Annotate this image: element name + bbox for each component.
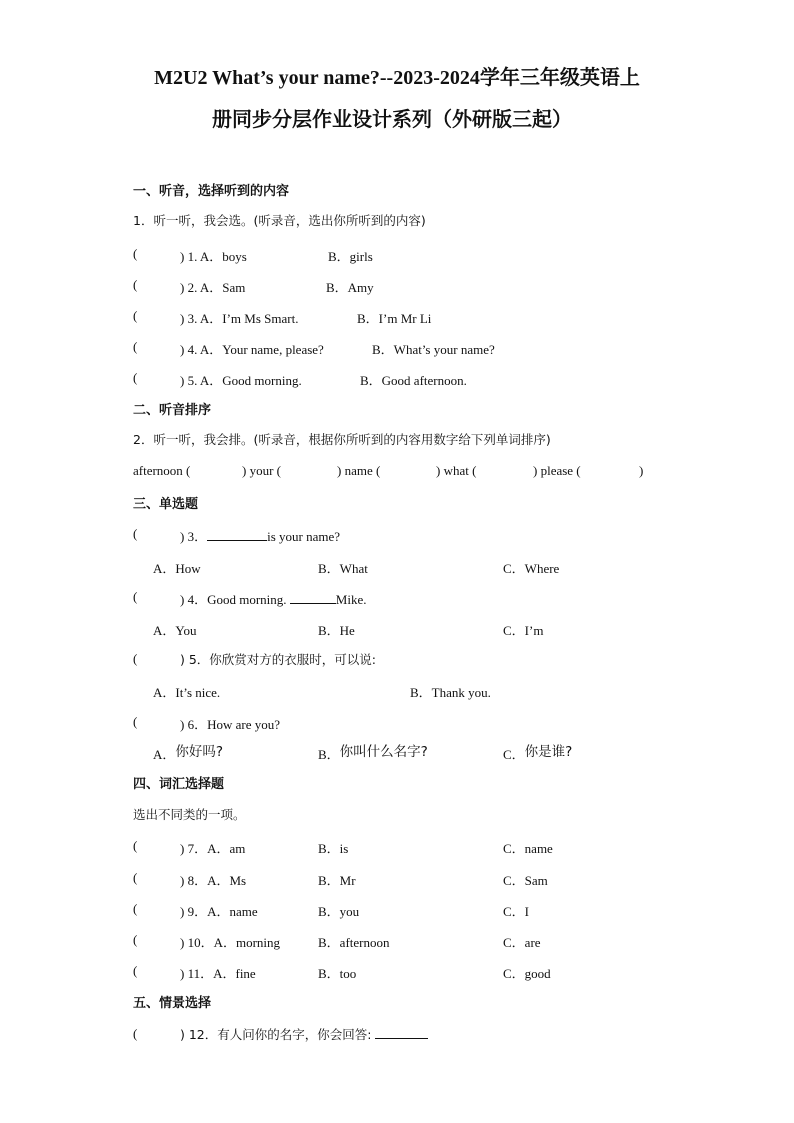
q3-option-c[interactable]: C．Where <box>503 561 560 576</box>
q4-stem: ) 4．Good morning. Mike. <box>180 592 367 607</box>
q6-option-b[interactable]: B．你叫什么名字? <box>318 744 428 762</box>
q2-word: ) name ( <box>337 463 381 478</box>
q6-option-a[interactable]: A．你好吗? <box>153 744 224 762</box>
vocab-item-option-b[interactable]: B．too <box>318 966 357 981</box>
section-heading-4: 四、词汇选择题 <box>133 777 225 792</box>
q1-item-option-b[interactable]: B．Good afternoon. <box>360 373 467 388</box>
title-line-2: 册同步分层作业设计系列（外研版三起） <box>212 109 572 131</box>
q1-item-option-b[interactable]: B．Amy <box>326 280 374 295</box>
q5-stem: ) 5．你欣赏对方的衣服时，可以说: <box>180 652 377 667</box>
vocab-item-option-a[interactable]: ) 11．A．fine <box>180 966 256 981</box>
q2-word: ) <box>639 463 644 478</box>
vocab-item-option-a[interactable]: ) 8．A．Ms <box>180 873 247 888</box>
vocab-item-option-b[interactable]: B．Mr <box>318 873 356 888</box>
vocab-item-option-c[interactable]: C．Sam <box>503 873 548 888</box>
q2-word: ) what ( <box>436 463 477 478</box>
section-heading-2: 二、听音排序 <box>133 403 212 418</box>
q6-option-c[interactable]: C．你是谁? <box>503 744 573 762</box>
q2-instruction: 2．听一听，我会排。(听录音，根据你所听到的内容用数字给下列单词排序) <box>133 432 551 447</box>
q3-option-b[interactable]: B．What <box>318 561 368 576</box>
answer-blank[interactable] <box>375 1026 428 1039</box>
q1-item-option-a[interactable]: ) 2. A．Sam <box>180 280 246 295</box>
vocab-item-option-c[interactable]: C．are <box>503 935 541 950</box>
q1-item-option-b[interactable]: B．I’m Mr Li <box>357 311 432 326</box>
q1-instruction: 1．听一听，我会选。(听录音，选出你所听到的内容) <box>133 213 426 228</box>
q1-item-option-b[interactable]: B．girls <box>328 249 373 264</box>
vocab-item-option-c[interactable]: C．I <box>503 904 530 919</box>
title-line-1: M2U2 What’s your name?--2023-2024学年三年级英语上 <box>154 67 640 89</box>
q4-option-b[interactable]: B．He <box>318 623 355 638</box>
q3-stem: ) 3． is your name? <box>180 529 341 544</box>
q1-item-option-a[interactable]: ) 4. A．Your name, please? <box>180 342 324 357</box>
section-heading-5: 五、情景选择 <box>133 996 212 1011</box>
q2-word: ) your ( <box>242 463 281 478</box>
answer-blank[interactable] <box>207 528 267 541</box>
q3-option-a[interactable]: A．How <box>153 561 201 576</box>
vocab-item-option-b[interactable]: B．is <box>318 841 349 856</box>
vocab-item-option-b[interactable]: B．afternoon <box>318 935 390 950</box>
vocab-item-option-c[interactable]: C．name <box>503 841 553 856</box>
vocab-item-option-a[interactable]: ) 10．A．morning <box>180 935 281 950</box>
q4-option-c[interactable]: C．I’m <box>503 623 544 638</box>
q1-item-option-a[interactable]: ) 1. A．boys <box>180 249 247 264</box>
vocab-item-option-a[interactable]: ) 7．A．am <box>180 841 246 856</box>
q2-word: ) please ( <box>533 463 581 478</box>
q12-stem: ) 12．有人问你的名字，你会回答: <box>180 1025 428 1043</box>
q5-option-a[interactable]: A．It’s nice. <box>153 685 221 700</box>
vocab-item-option-c[interactable]: C．good <box>503 966 551 981</box>
q1-item-option-b[interactable]: B．What’s your name? <box>372 342 495 357</box>
q1-item-option-a[interactable]: ) 5. A．Good morning. <box>180 373 302 388</box>
vocab-item-option-a[interactable]: ) 9．A．name <box>180 904 258 919</box>
section-heading-3: 三、单选题 <box>133 497 199 512</box>
q6-stem: ) 6．How are you? <box>180 717 280 732</box>
vocab-instruction: 选出不同类的一项。 <box>133 807 246 822</box>
section-heading-1: 一、听音，选择听到的内容 <box>133 184 290 199</box>
vocab-item-option-b[interactable]: B．you <box>318 904 360 919</box>
q4-option-a[interactable]: A．You <box>153 623 197 638</box>
answer-blank[interactable] <box>290 591 336 604</box>
q1-item-option-a[interactable]: ) 3. A．I’m Ms Smart. <box>180 311 299 326</box>
q2-word: afternoon ( <box>133 463 191 478</box>
q5-option-b[interactable]: B．Thank you. <box>410 685 491 700</box>
